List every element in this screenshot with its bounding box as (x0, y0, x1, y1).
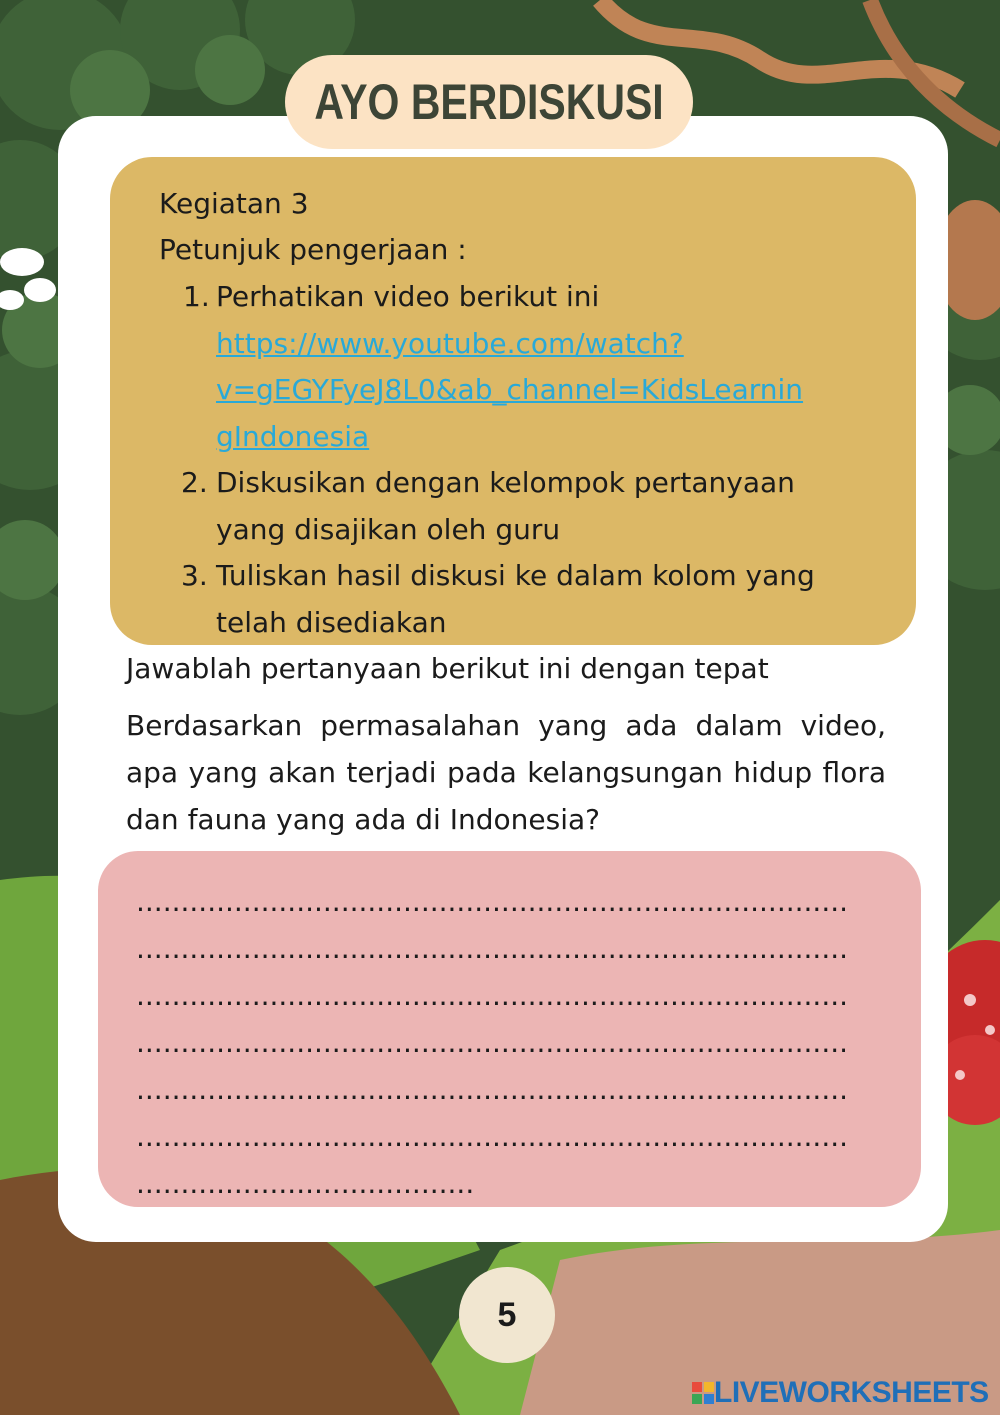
video-link-line-3[interactable]: gIndonesia (216, 420, 370, 453)
brand-name: LIVEWORKSHEETS (714, 1376, 989, 1409)
step-2-number: 2. (181, 466, 208, 499)
page-title: AYO BERDISKUSI (314, 74, 664, 130)
step-2-text-line-1: Diskusikan dengan kelompok pertanyaan (216, 466, 795, 499)
answer-line-2[interactable]: ................................................................................ (136, 935, 849, 963)
answer-line-7[interactable]: ...................................... (136, 1170, 475, 1198)
question-text: Berdasarkan permasalahan yang ada dalam video, apa yang akan terjadi pada kelangsungan hidup flora dan fauna yang ada di Indonesia? (126, 709, 886, 836)
liveworksheets-logo (692, 1376, 989, 1410)
page-number: 5 (497, 1295, 517, 1334)
answer-line-5[interactable]: ................................................................................ (136, 1076, 849, 1104)
page-number-badge (459, 1267, 555, 1363)
activity-heading: Kegiatan 3 (159, 187, 309, 220)
answer-line-1[interactable]: ................................................................................ (136, 888, 849, 916)
video-link-line-1[interactable]: https://www.youtube.com/watch? (216, 327, 684, 360)
answer-line-3[interactable]: ................................................................................ (136, 982, 849, 1010)
answer-line-6[interactable]: ................................................................................ (136, 1123, 849, 1151)
title-banner (285, 55, 693, 149)
step-3-text-line-1: Tuliskan hasil diskusi ke dalam kolom yang (216, 559, 815, 592)
instruction-label: Petunjuk pengerjaan : (159, 233, 467, 266)
step-3-text-line-2: telah disediakan (216, 606, 447, 639)
step-3-number: 3. (181, 559, 208, 592)
step-1-text: Perhatikan video berikut ini (216, 280, 600, 313)
step-1-number: 1. (183, 280, 210, 313)
step-2-text-line-2: yang disajikan oleh guru (216, 513, 561, 546)
answer-prompt: Jawablah pertanyaan berikut ini dengan tepat (126, 652, 769, 685)
video-link-line-2[interactable]: v=gEGYFyeJ8L0&ab_channel=KidsLearnin (216, 373, 804, 406)
liveworksheets-icon (692, 1382, 714, 1404)
answer-line-4[interactable]: ................................................................................ (136, 1029, 849, 1057)
